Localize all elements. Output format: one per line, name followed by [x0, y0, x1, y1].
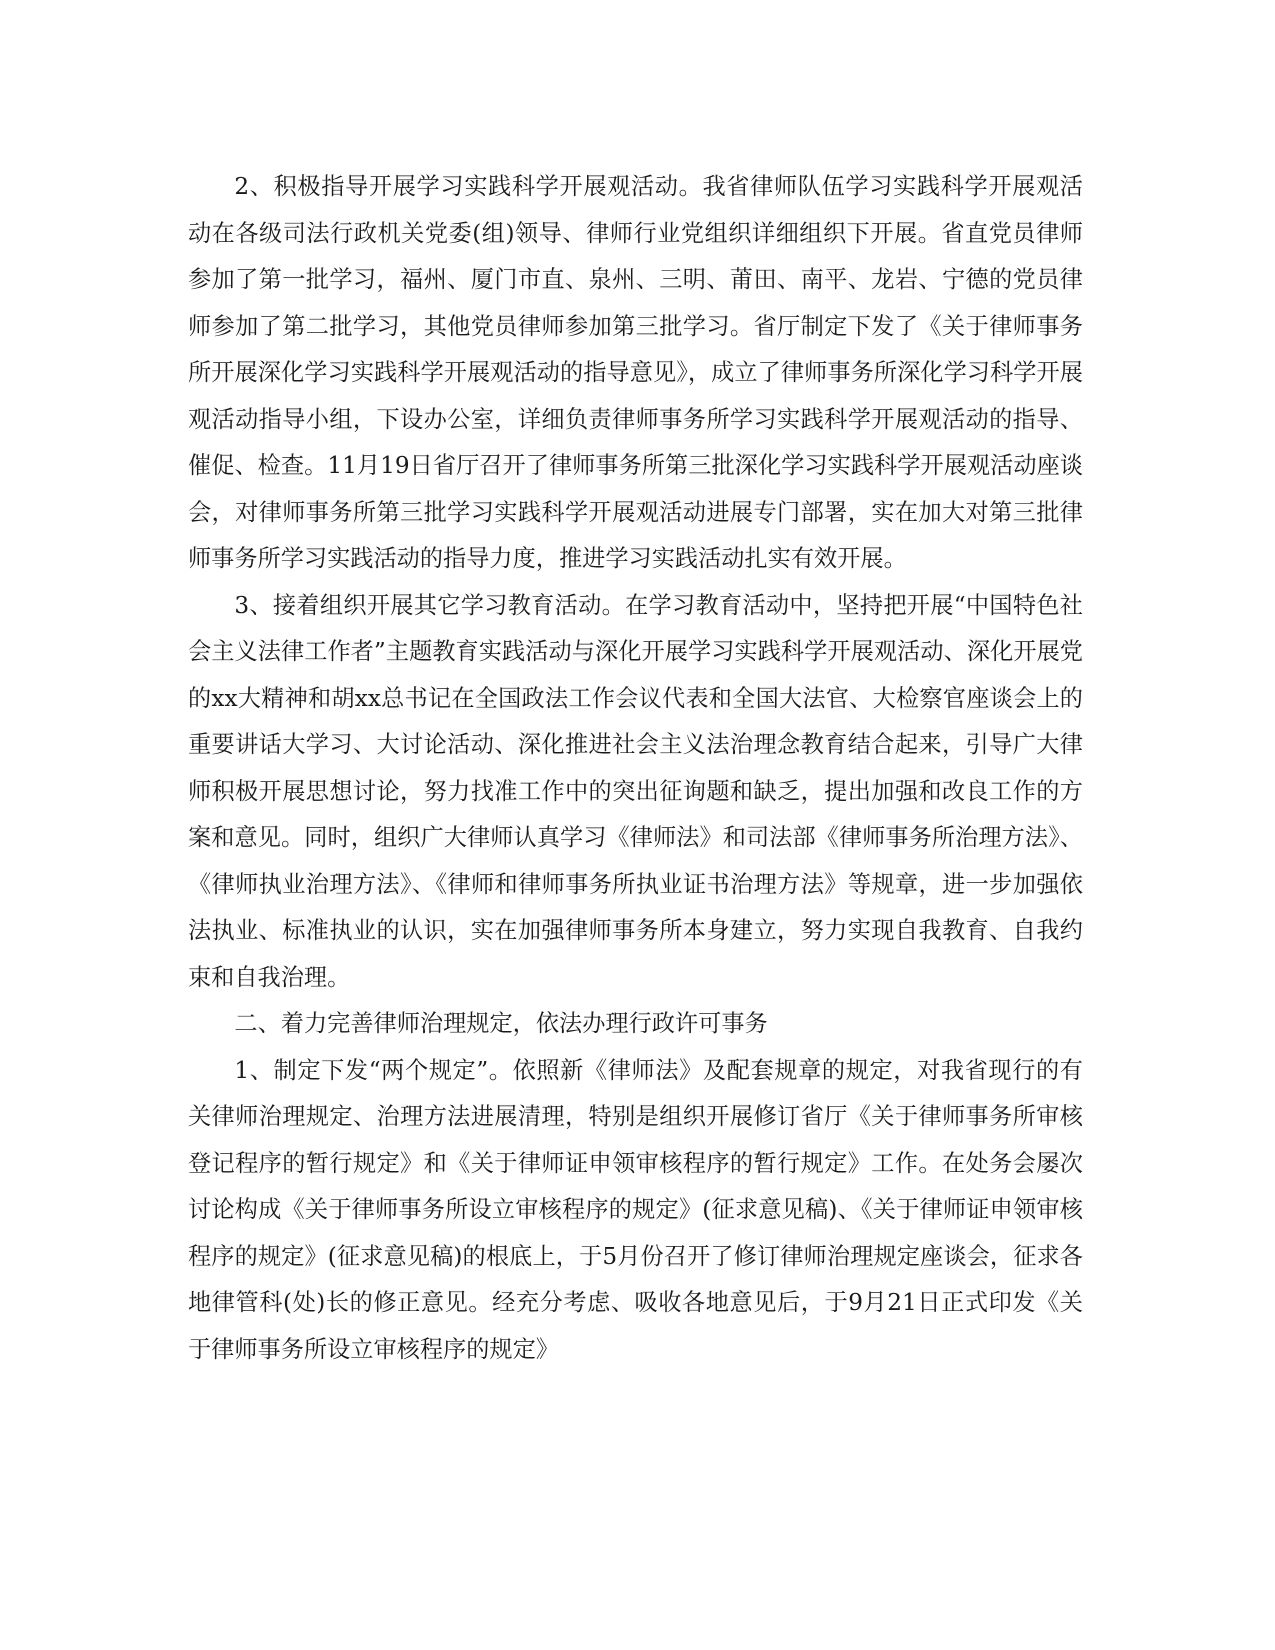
paragraph-study-practice-activity: 2、积极指导开展学习实践科学开展观活动。我省律师队伍学习实践科学开展观活动在各级司法行政机关党委(组)领导、律师行业党组织详细组织下开展。省直党员律师参加了第一批学习，福州、厦门市直、泉州、三明、莆田、南平、龙岩、宁德的党员律师参加了第二批学习，其他党员律师参加第三批学习。省厅制定下发了《关于律师事务所开展深化学习实践科学开展观活动的指导意见》，成立了律师事务所深化学习科学开展观活动指导小组，下设办公室，详细负责律师事务所学习实践科学开展观活动的指导、催促、检查。11月19日省厅召开了律师事务所第三批深化学习实践科学开展观活动座谈会，对律师事务所第三批学习实践科学开展观活动进展专门部署，实在加大对第三批律师事务所学习实践活动的指导力度，推进学习实践活动扎实有效开展。: [188, 173, 1083, 572]
paragraph-other-education-activities: 3、接着组织开展其它学习教育活动。在学习教育活动中，坚持把开展“中国特色社会主义法律工作者”主题教育实践活动与深化开展学习实践科学开展观活动、深化开展党的xx大精神和胡xx总书记在全国政法工作会议代表和全国大法官、大检察官座谈会上的重要讲话大学习、大讨论活动、深化推进社会主义法治理念教育结合起来，引导广大律师积极开展思想讨论，努力找准工作中的突出征询题和缺乏，提出加强和改良工作的方案和意见。同时，组织广大律师认真学习《律师法》和司法部《律师事务所治理方法》、《律师执业治理方法》、《律师和律师事务所执业证书治理方法》等规章，进一步加强依法执业、标准执业的认识，实在加强律师事务所本身建立，努力实现自我教育、自我约束和自我治理。: [188, 591, 1083, 991]
paragraph-two-regulations: 1、制定下发“两个规定”。依照新《律师法》及配套规章的规定，对我省现行的有关律师治理规定、治理方法进展清理，特别是组织开展修订省厅《关于律师事务所审核登记程序的暂行规定》和《关于律师证申领审核程序的暂行规定》工作。在处务会屡次讨论构成《关于律师事务所设立审核程序的规定》(征求意见稿)、《关于律师证申领审核程序的规定》(征求意见稿)的根底上，于5月份召开了修订律师治理规定座谈会，征求各地律管科(处)长的修正意见。经充分考虑、吸收各地意见后，于9月21日正式印发《关于律师事务所设立审核程序的规定》: [188, 1056, 1083, 1363]
section-heading-regulations: 二、着力完善律师治理规定，依法办理行政许可事务: [234, 1010, 768, 1037]
document-body: [188, 164, 1083, 1373]
